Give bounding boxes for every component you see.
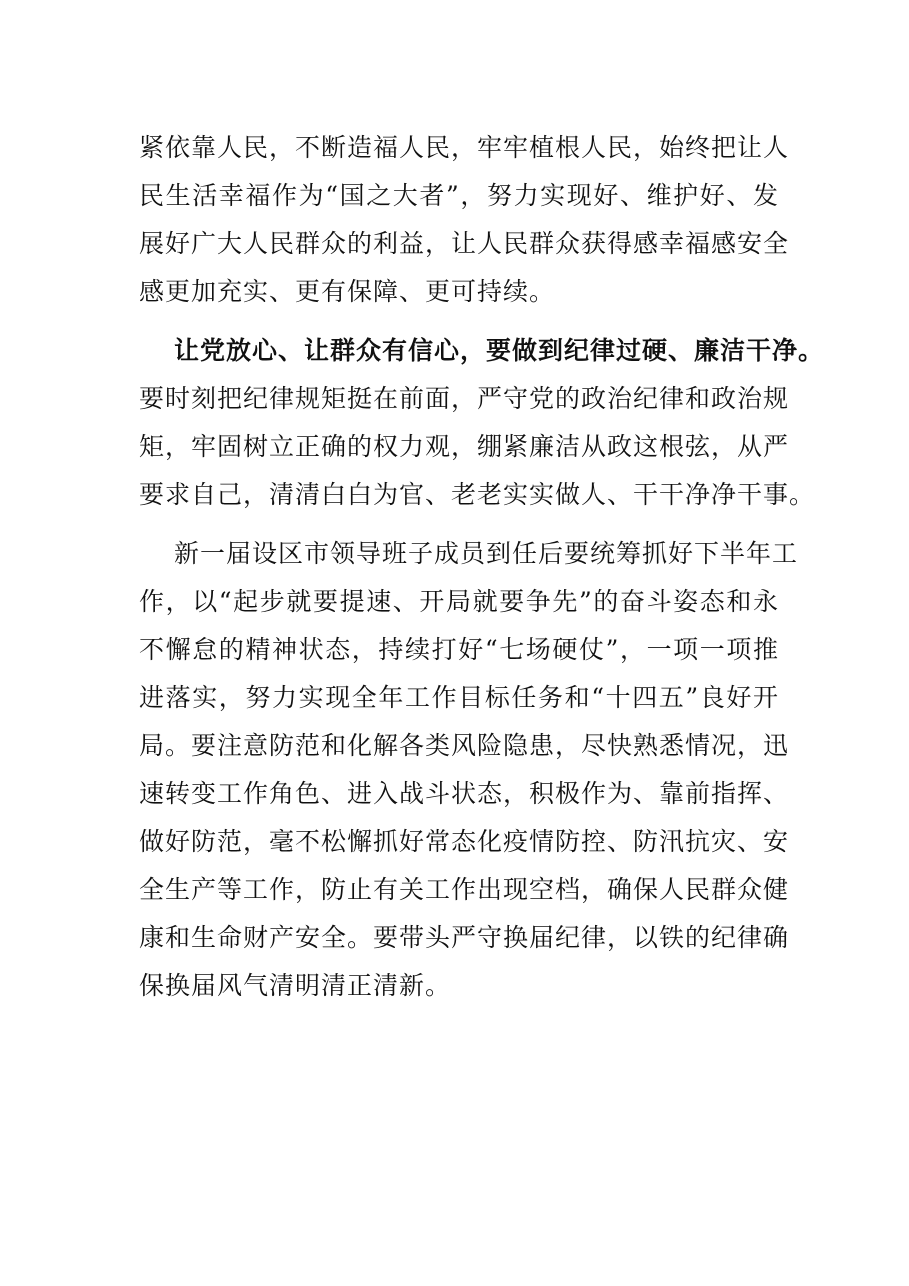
paragraph-line: 要求自己，清清白白为官、老老实实做人、干干净净干事。 — [139, 480, 816, 509]
paragraph-line: 紧依靠人民，不断造福人民，牢牢植根人民，始终把让人 — [139, 133, 790, 162]
document-body — [139, 124, 825, 1010]
paragraph-spacer — [139, 316, 779, 327]
paragraph-line: 作，以“起步就要提速、开局就要争先”的奋斗姿态和永 — [139, 587, 779, 616]
paragraph-line: 速转变工作角色、进入战斗状态，积极作为、靠前指挥、 — [139, 779, 790, 808]
paragraph-line: 新一届设区市领导班子成员到任后要统筹抓好下半年工 — [174, 539, 799, 568]
paragraph-2 — [139, 327, 825, 519]
paragraph-line: 局。要注意防范和化解各类风险隐患，尽快熟悉情况，迅 — [139, 731, 790, 760]
paragraph-3 — [139, 530, 799, 1010]
paragraph-line: 感更加充实、更有保障、更可持续。 — [139, 277, 556, 306]
paragraph-line: 进落实，努力实现全年工作目标任务和“十四五”良好开 — [139, 683, 779, 712]
paragraph-line: 做好防范，毫不松懈抓好常态化疫情防控、防汛抗灾、安 — [139, 827, 790, 856]
paragraph-line: 不懈怠的精神状态，持续打好“七场硬仗”，一项一项推 — [139, 635, 779, 664]
paragraph-heading: 让党放心、让群众有信心，要做到纪律过硬、廉洁干净。 — [174, 336, 825, 365]
paragraph-line: 全生产等工作，防止有关工作出现空档，确保人民群众健 — [139, 875, 790, 904]
paragraph-1 — [139, 124, 790, 316]
paragraph-spacer — [139, 519, 779, 530]
paragraph-line: 保换届风气清明清正清新。 — [139, 971, 452, 1000]
paragraph-line: 康和生命财产安全。要带头严守换届纪律，以铁的纪律确 — [139, 923, 790, 952]
paragraph-line: 展好广大人民群众的利益，让人民群众获得感幸福感安全 — [139, 229, 790, 258]
paragraph-line: 要时刻把纪律规矩挺在前面，严守党的政治纪律和政治规 — [139, 384, 790, 413]
paragraph-line: 民生活幸福作为“国之大者”，努力实现好、维护好、发 — [139, 181, 779, 210]
paragraph-line: 矩，牢固树立正确的权力观，绷紧廉洁从政这根弦，从严 — [139, 432, 790, 461]
